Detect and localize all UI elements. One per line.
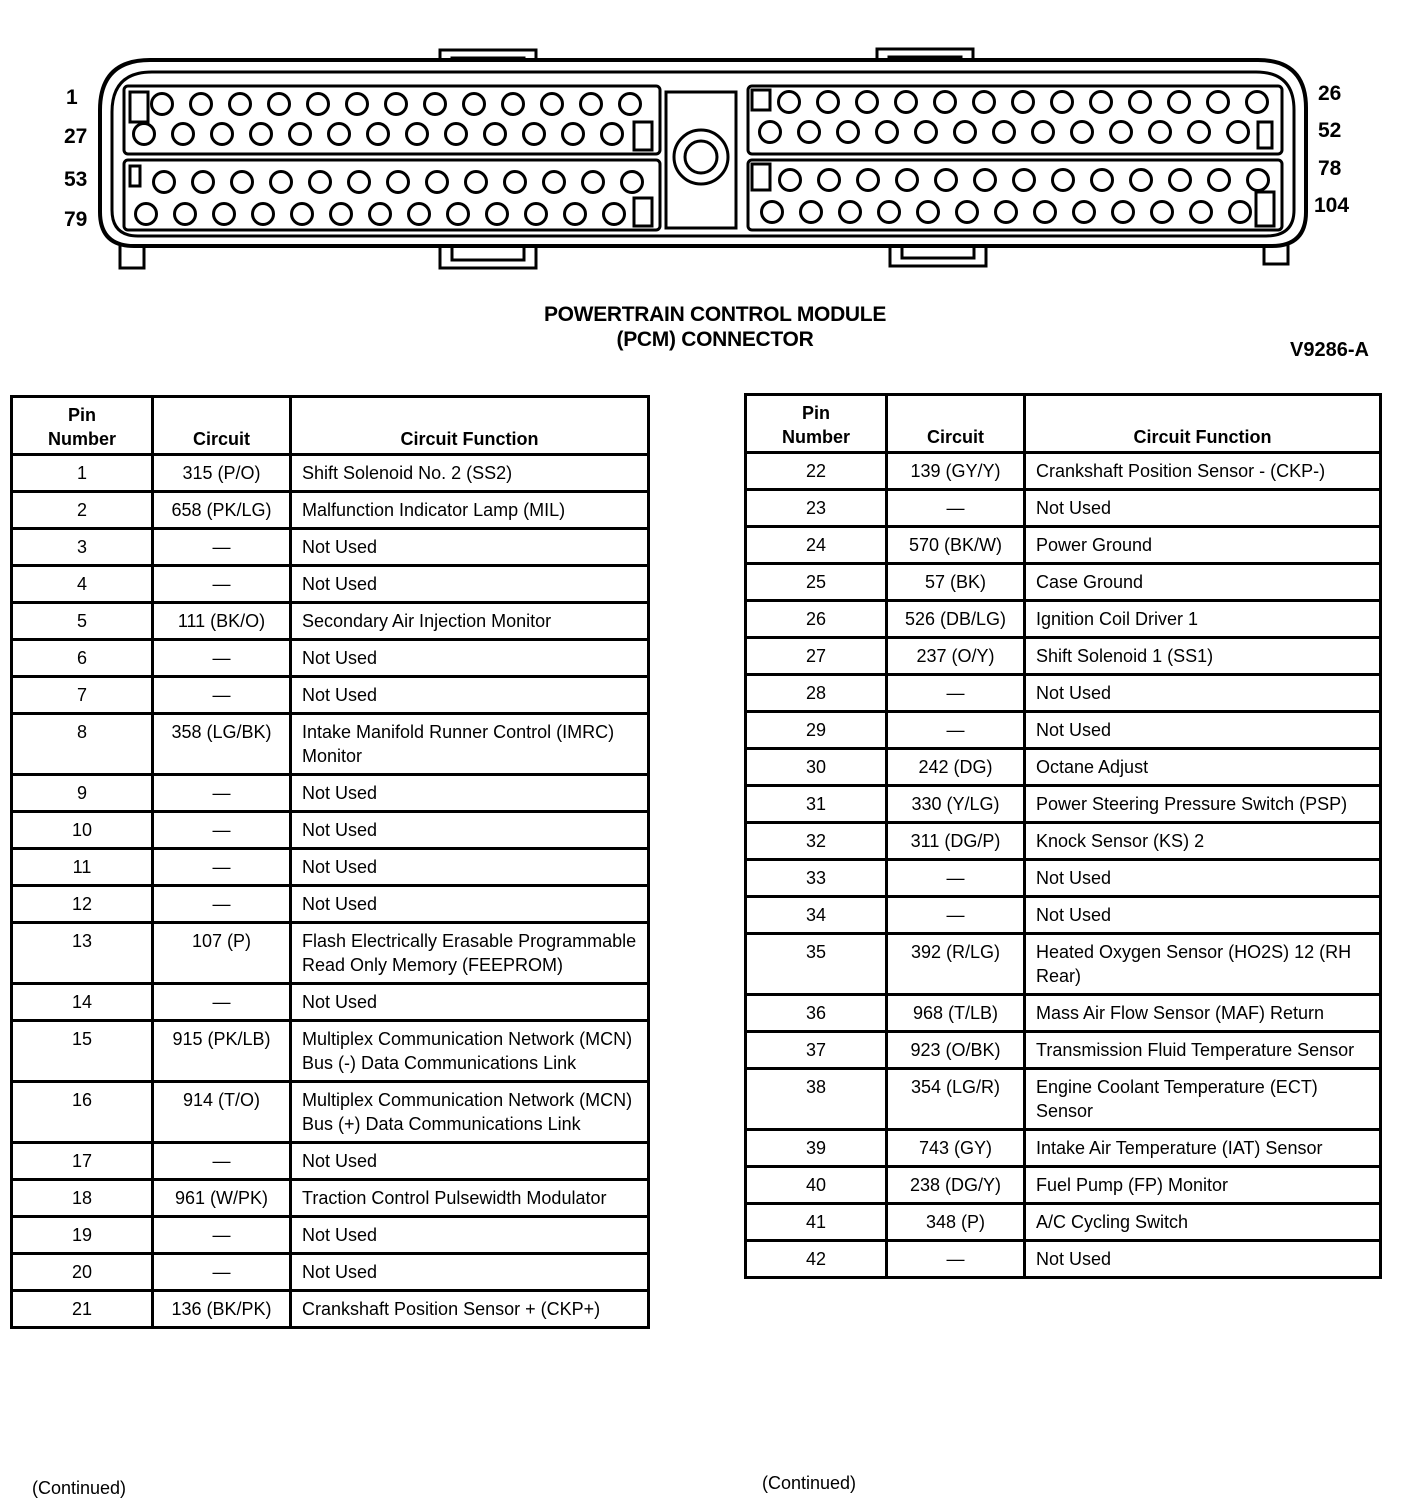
circuit-function-cell: Not Used (291, 1217, 649, 1254)
circuit-cell: 242 (DG) (887, 749, 1025, 786)
circuit-cell: 111 (BK/O) (153, 603, 291, 640)
circuit-function-cell: Not Used (1025, 860, 1381, 897)
pin-number-cell: 30 (746, 749, 887, 786)
pin-label-27: 27 (64, 125, 88, 148)
table-row (12, 984, 649, 1021)
table-row (746, 934, 1381, 995)
circuit-function-cell: Crankshaft Position Sensor + (CKP+) (291, 1291, 649, 1328)
table-row (12, 1143, 649, 1180)
circuit-function-cell: Case Ground (1025, 564, 1381, 601)
header-circuit-function: Circuit Function (1025, 395, 1381, 453)
figure-title-line2: (PCM) CONNECTOR (616, 328, 814, 351)
circuit-cell: 570 (BK/W) (887, 527, 1025, 564)
pin-number-cell: 12 (12, 886, 153, 923)
circuit-cell: 139 (GY/Y) (887, 453, 1025, 490)
circuit-function-cell: Not Used (291, 640, 649, 677)
circuit-cell: — (153, 1217, 291, 1254)
circuit-cell: 311 (DG/P) (887, 823, 1025, 860)
table-header-row (12, 397, 649, 455)
circuit-function-cell: Transmission Fluid Temperature Sensor (1025, 1032, 1381, 1069)
circuit-cell: 315 (P/O) (153, 455, 291, 492)
table-row (746, 1130, 1381, 1167)
circuit-function-cell: Multiplex Communication Network (MCN) Bus (-) Data Communications Link (291, 1021, 649, 1082)
table-row (746, 601, 1381, 638)
table-row (746, 823, 1381, 860)
circuit-function-cell: Multiplex Communication Network (MCN) Bus (+) Data Communications Link (291, 1082, 649, 1143)
circuit-cell: 915 (PK/LB) (153, 1021, 291, 1082)
pin-number-cell: 24 (746, 527, 887, 564)
circuit-function-cell: Not Used (1025, 1241, 1381, 1278)
pin-label-78: 78 (1318, 157, 1342, 180)
pin-number-cell: 5 (12, 603, 153, 640)
pin-number-cell: 13 (12, 923, 153, 984)
circuit-cell: — (153, 984, 291, 1021)
pin-number-cell: 35 (746, 934, 887, 995)
circuit-cell: — (153, 1254, 291, 1291)
pin-number-cell: 9 (12, 775, 153, 812)
table-row (746, 527, 1381, 564)
table-row (12, 677, 649, 714)
circuit-cell: 968 (T/LB) (887, 995, 1025, 1032)
circuit-cell: — (153, 529, 291, 566)
circuit-cell: 526 (DB/LG) (887, 601, 1025, 638)
circuit-cell: 107 (P) (153, 923, 291, 984)
table-row (746, 564, 1381, 601)
circuit-cell: 136 (BK/PK) (153, 1291, 291, 1328)
circuit-function-cell: Fuel Pump (FP) Monitor (1025, 1167, 1381, 1204)
pin-number-cell: 4 (12, 566, 153, 603)
circuit-function-cell: Octane Adjust (1025, 749, 1381, 786)
circuit-cell: 743 (GY) (887, 1130, 1025, 1167)
pin-label-104: 104 (1314, 194, 1350, 217)
circuit-function-cell: Shift Solenoid No. 2 (SS2) (291, 455, 649, 492)
pin-number-cell: 15 (12, 1021, 153, 1082)
pin-number-cell: 3 (12, 529, 153, 566)
circuit-cell: — (153, 886, 291, 923)
table-row (12, 1082, 649, 1143)
table-row (12, 640, 649, 677)
pin-table-right (744, 393, 1382, 1279)
continued-label-right: (Continued) (762, 1473, 857, 1493)
circuit-function-cell: Secondary Air Injection Monitor (291, 603, 649, 640)
table-row (746, 1032, 1381, 1069)
circuit-cell: 392 (R/LG) (887, 934, 1025, 995)
table-row (746, 1204, 1381, 1241)
table-row (746, 786, 1381, 823)
circuit-function-cell: Not Used (291, 529, 649, 566)
table-row (746, 712, 1381, 749)
continued-label-left: (Continued) (32, 1478, 127, 1498)
header-circuit-function: Circuit Function (291, 397, 649, 455)
pin-number-cell: 10 (12, 812, 153, 849)
pin-number-cell: 33 (746, 860, 887, 897)
table-row (12, 1021, 649, 1082)
circuit-function-cell: Intake Air Temperature (IAT) Sensor (1025, 1130, 1381, 1167)
circuit-cell: 57 (BK) (887, 564, 1025, 601)
table-row (746, 638, 1381, 675)
circuit-function-cell: Not Used (291, 1254, 649, 1291)
circuit-function-cell: Not Used (291, 1143, 649, 1180)
circuit-cell: 914 (T/O) (153, 1082, 291, 1143)
table-row (12, 886, 649, 923)
pin-number-cell: 28 (746, 675, 887, 712)
pin-number-cell: 32 (746, 823, 887, 860)
circuit-function-cell: Traction Control Pulsewidth Modulator (291, 1180, 649, 1217)
circuit-function-cell: Flash Electrically Erasable Programmable Read Only Memory (FEEPROM) (291, 923, 649, 984)
circuit-cell: — (153, 566, 291, 603)
circuit-function-cell: Crankshaft Position Sensor - (CKP-) (1025, 453, 1381, 490)
figure-title (420, 302, 1010, 352)
circuit-function-cell: Not Used (291, 886, 649, 923)
circuit-cell: 354 (LG/R) (887, 1069, 1025, 1130)
pin-label-26: 26 (1318, 82, 1342, 105)
circuit-cell: 348 (P) (887, 1204, 1025, 1241)
pin-number-cell: 18 (12, 1180, 153, 1217)
table-row (746, 1241, 1381, 1278)
figure-id: V9286-A (1290, 339, 1369, 361)
pin-table-left (10, 395, 650, 1329)
circuit-function-cell: Ignition Coil Driver 1 (1025, 601, 1381, 638)
circuit-cell: 658 (PK/LG) (153, 492, 291, 529)
table-row (746, 1167, 1381, 1204)
table-row (12, 1254, 649, 1291)
table-row (12, 714, 649, 775)
pin-label-79: 79 (64, 208, 88, 231)
circuit-function-cell: Not Used (291, 677, 649, 714)
table-row (746, 675, 1381, 712)
figure-title-line1: POWERTRAIN CONTROL MODULE (543, 303, 887, 326)
circuit-function-cell: Not Used (1025, 712, 1381, 749)
circuit-cell: — (887, 897, 1025, 934)
pin-number-cell: 36 (746, 995, 887, 1032)
table-row (12, 812, 649, 849)
header-circuit: Circuit (887, 395, 1025, 453)
table-row (12, 603, 649, 640)
pin-number-cell: 22 (746, 453, 887, 490)
circuit-cell: 358 (LG/BK) (153, 714, 291, 775)
circuit-cell: — (153, 1143, 291, 1180)
pin-number-cell: 11 (12, 849, 153, 886)
circuit-function-cell: Not Used (291, 566, 649, 603)
circuit-cell: 238 (DG/Y) (887, 1167, 1025, 1204)
table-row (12, 529, 649, 566)
circuit-cell: 923 (O/BK) (887, 1032, 1025, 1069)
pin-number-cell: 37 (746, 1032, 887, 1069)
table-row (12, 1291, 649, 1328)
pin-number-cell: 20 (12, 1254, 153, 1291)
pin-number-cell: 41 (746, 1204, 887, 1241)
circuit-cell: — (153, 812, 291, 849)
table-row (12, 849, 649, 886)
pin-number-cell: 14 (12, 984, 153, 1021)
pin-number-cell: 2 (12, 492, 153, 529)
circuit-cell: — (153, 775, 291, 812)
circuit-cell: — (887, 490, 1025, 527)
circuit-function-cell: Power Steering Pressure Switch (PSP) (1025, 786, 1381, 823)
circuit-function-cell: Knock Sensor (KS) 2 (1025, 823, 1381, 860)
circuit-function-cell: Intake Manifold Runner Control (IMRC) Monitor (291, 714, 649, 775)
circuit-function-cell: Malfunction Indicator Lamp (MIL) (291, 492, 649, 529)
circuit-function-cell: Not Used (291, 849, 649, 886)
pin-number-cell: 8 (12, 714, 153, 775)
pin-number-cell: 21 (12, 1291, 153, 1328)
pin-number-cell: 42 (746, 1241, 887, 1278)
table-row (12, 775, 649, 812)
pin-number-cell: 40 (746, 1167, 887, 1204)
circuit-cell: — (153, 677, 291, 714)
circuit-function-cell: Not Used (1025, 675, 1381, 712)
table-row (12, 1180, 649, 1217)
table-row (746, 995, 1381, 1032)
pin-number-cell: 39 (746, 1130, 887, 1167)
circuit-cell: — (887, 1241, 1025, 1278)
circuit-cell: — (153, 849, 291, 886)
pin-label-1: 1 (66, 86, 78, 109)
circuit-function-cell: Mass Air Flow Sensor (MAF) Return (1025, 995, 1381, 1032)
table-row (746, 897, 1381, 934)
pin-label-53: 53 (64, 168, 88, 191)
table-row (12, 566, 649, 603)
circuit-function-cell: Not Used (1025, 490, 1381, 527)
header-pin-number: Pin Number (746, 395, 887, 453)
circuit-function-cell: A/C Cycling Switch (1025, 1204, 1381, 1241)
pin-label-52: 52 (1318, 119, 1342, 142)
circuit-cell: — (887, 712, 1025, 749)
pin-number-cell: 27 (746, 638, 887, 675)
pcm-connector-diagram (0, 0, 1408, 300)
pin-number-cell: 19 (12, 1217, 153, 1254)
pin-number-cell: 29 (746, 712, 887, 749)
circuit-cell: 237 (O/Y) (887, 638, 1025, 675)
table-row (12, 492, 649, 529)
pin-number-cell: 38 (746, 1069, 887, 1130)
table-row (12, 1217, 649, 1254)
table-row (12, 923, 649, 984)
pin-number-cell: 7 (12, 677, 153, 714)
table-header-row (746, 395, 1381, 453)
circuit-function-cell: Not Used (291, 775, 649, 812)
circuit-function-cell: Engine Coolant Temperature (ECT) Sensor (1025, 1069, 1381, 1130)
pin-number-cell: 25 (746, 564, 887, 601)
header-circuit: Circuit (153, 397, 291, 455)
table-row (12, 455, 649, 492)
circuit-function-cell: Power Ground (1025, 527, 1381, 564)
pin-number-cell: 26 (746, 601, 887, 638)
circuit-function-cell: Shift Solenoid 1 (SS1) (1025, 638, 1381, 675)
pin-number-cell: 16 (12, 1082, 153, 1143)
pin-number-cell: 23 (746, 490, 887, 527)
pin-number-cell: 6 (12, 640, 153, 677)
table-row (746, 490, 1381, 527)
circuit-cell: 961 (W/PK) (153, 1180, 291, 1217)
pin-number-cell: 17 (12, 1143, 153, 1180)
table-row (746, 1069, 1381, 1130)
circuit-function-cell: Not Used (291, 984, 649, 1021)
pin-number-cell: 34 (746, 897, 887, 934)
table-row (746, 453, 1381, 490)
circuit-function-cell: Not Used (291, 812, 649, 849)
header-pin-number: Pin Number (12, 397, 153, 455)
circuit-function-cell: Not Used (1025, 897, 1381, 934)
circuit-cell: — (887, 860, 1025, 897)
pin-number-cell: 31 (746, 786, 887, 823)
pin-number-cell: 1 (12, 455, 153, 492)
table-row (746, 860, 1381, 897)
circuit-cell: — (153, 640, 291, 677)
circuit-cell: — (887, 675, 1025, 712)
circuit-function-cell: Heated Oxygen Sensor (HO2S) 12 (RH Rear) (1025, 934, 1381, 995)
circuit-cell: 330 (Y/LG) (887, 786, 1025, 823)
table-row (746, 749, 1381, 786)
